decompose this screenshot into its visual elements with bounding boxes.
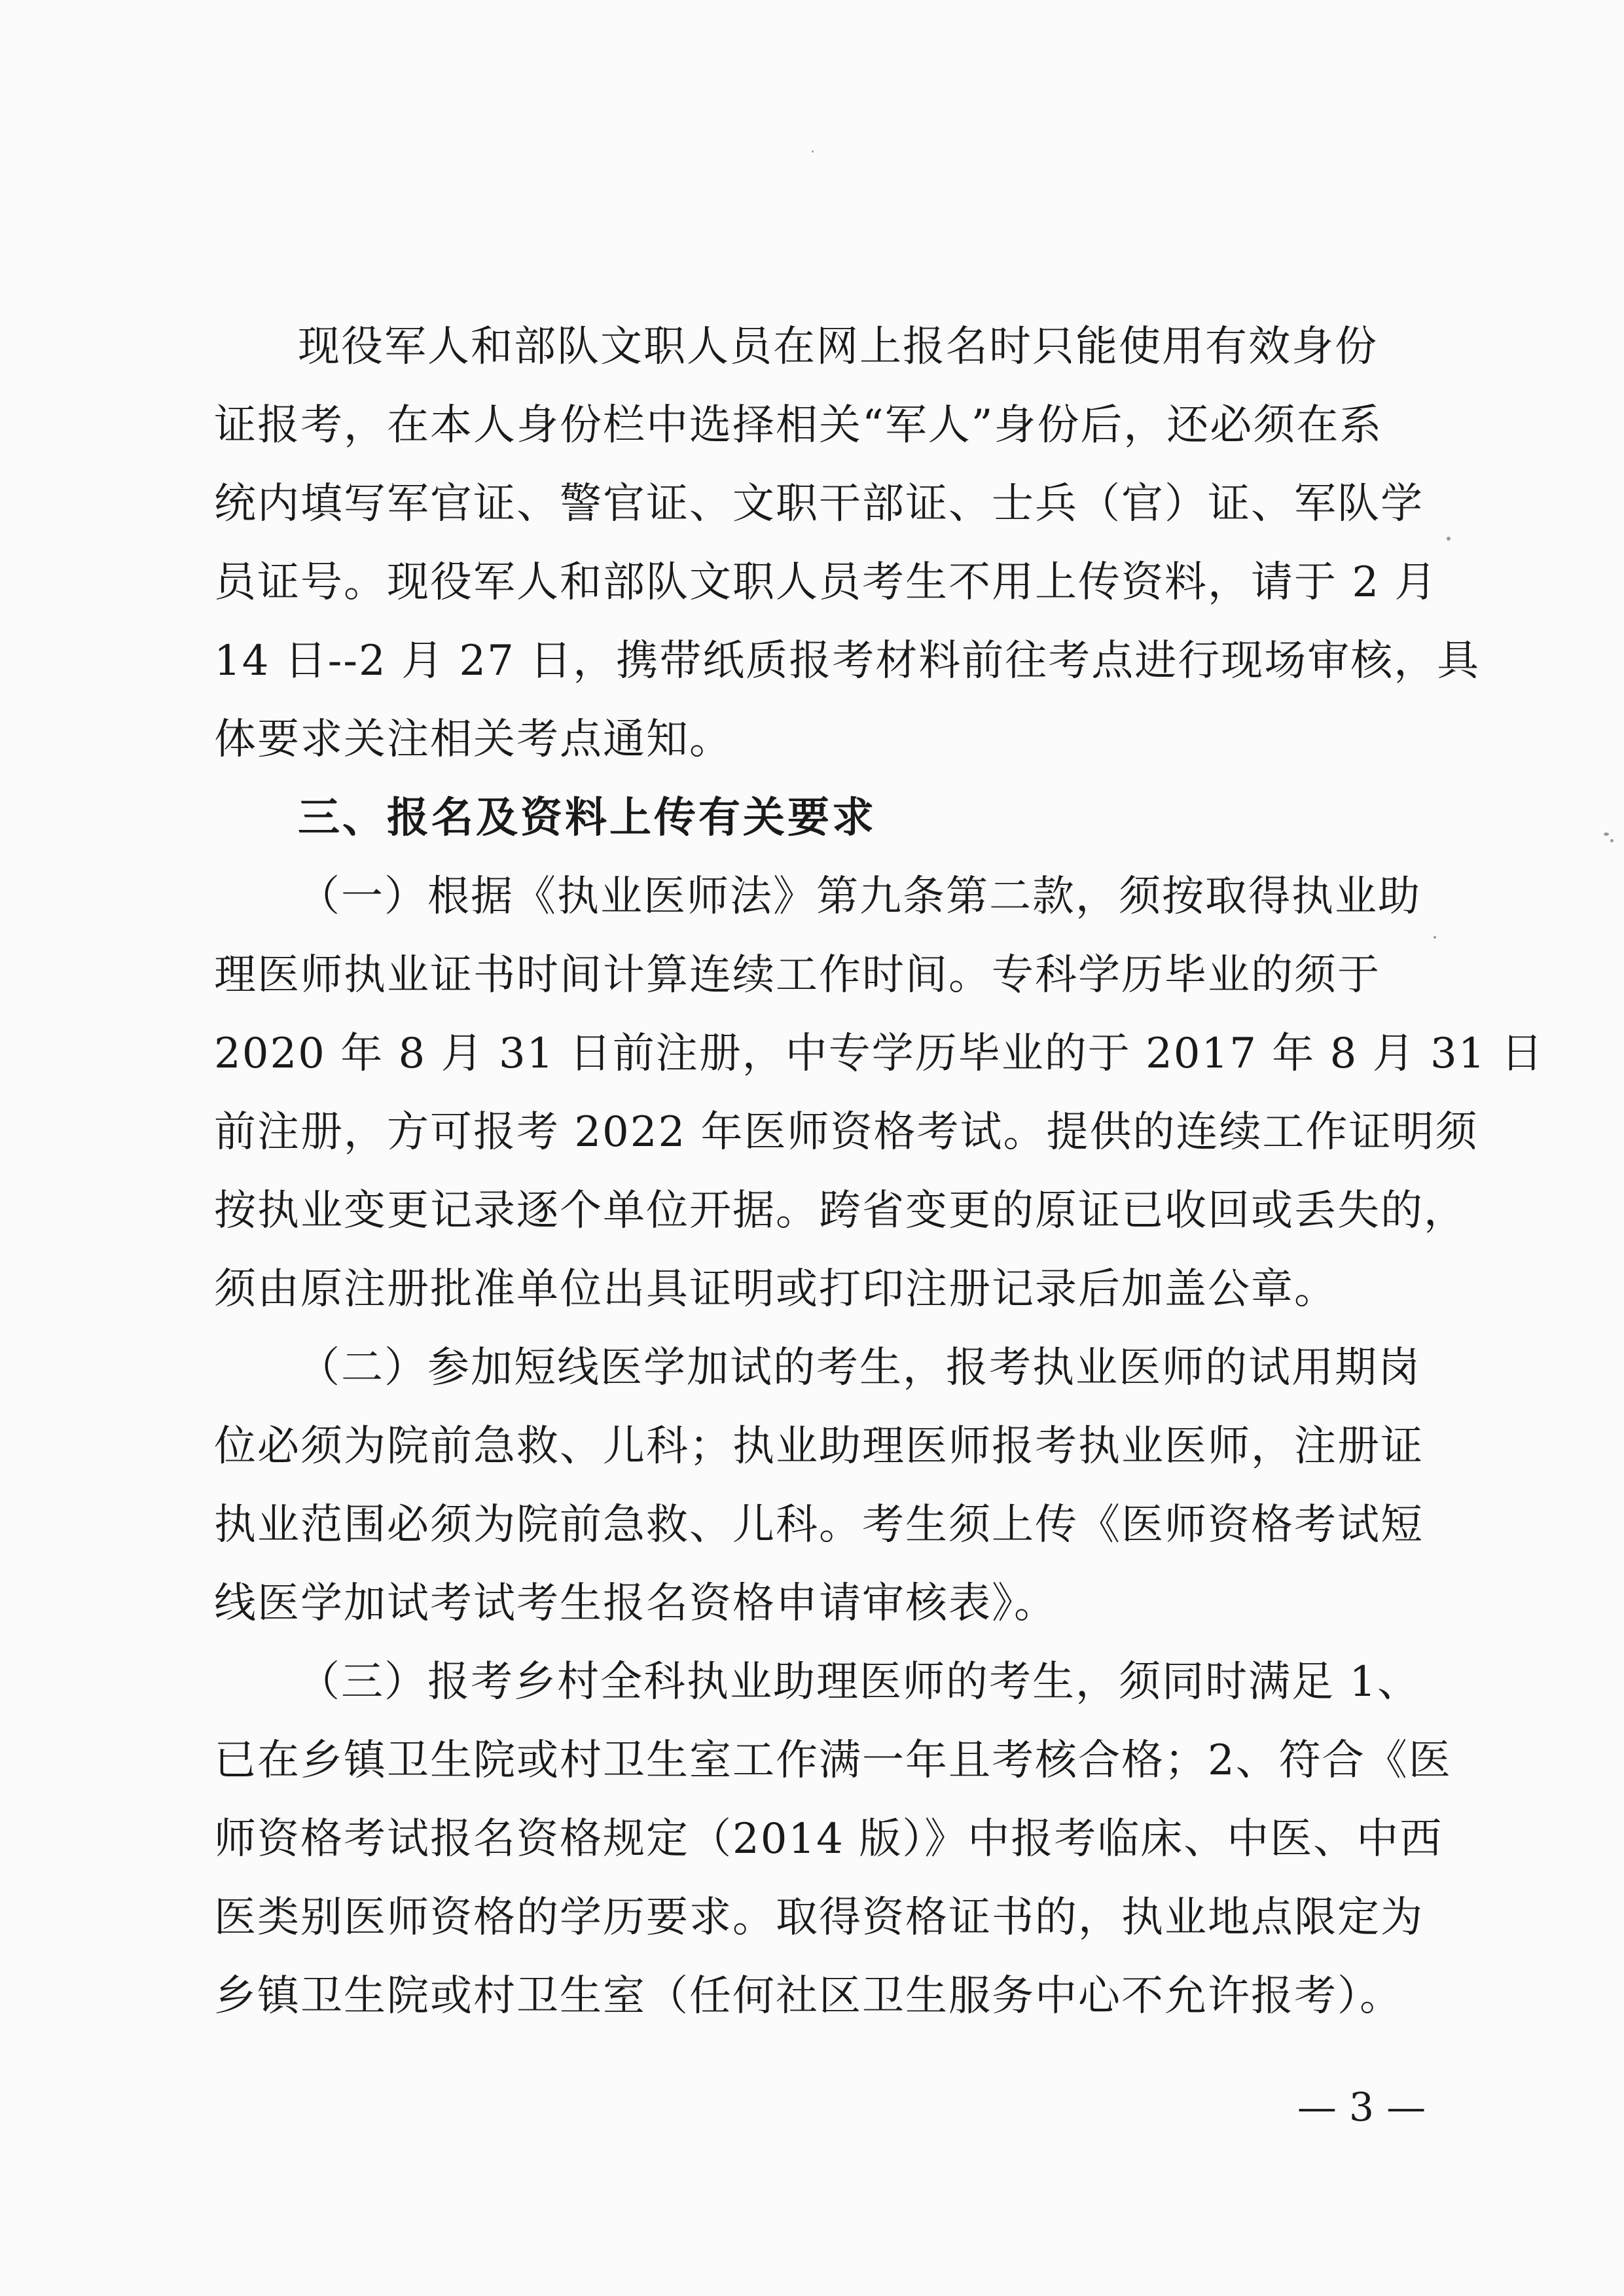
paragraph-line: 已在乡镇卫生院或村卫生室工作满一年且考核合格；2、符合《医 [214, 1736, 1452, 1785]
page-number: — 3 — [1297, 2085, 1426, 2130]
paragraph-line: 须由原注册批准单位出具证明或打印注册记录后加盖公章。 [214, 1265, 1337, 1314]
paragraph-line: 按执业变更记录逐个单位开据。跨省变更的原证已收回或丢失的， [214, 1187, 1467, 1235]
paragraph-line: 前注册，方可报考 2022 年医师资格考试。提供的连续工作证明须 [214, 1108, 1479, 1157]
paragraph-line: 线医学加试考试考生报名资格申请审核表》。 [214, 1579, 1057, 1628]
paragraph-line: （一）根据《执业医师法》第九条第二款，须按取得执业助 [298, 872, 1421, 921]
scan-speck [1604, 833, 1609, 836]
paragraph-line: 体要求关注相关考点通知。 [214, 715, 732, 764]
scan-speck [1434, 936, 1436, 939]
paragraph-line: 14 日--2 月 27 日，携带纸质报考材料前往考点进行现场审核，具 [214, 637, 1481, 685]
paragraph-line: 2020 年 8 月 31 日前注册，中专学历毕业的于 2017 年 8 月 31 日 [214, 1030, 1544, 1078]
paragraph-line: （二）参加短线医学加试的考生，报考执业医师的试用期岗 [298, 1344, 1421, 1392]
scan-speck [812, 151, 814, 152]
paragraph-line: 执业范围必须为院前急救、儿科。考生须上传《医师资格考试短 [214, 1501, 1424, 1549]
scan-speck [1447, 537, 1451, 541]
paragraph-line: 现役军人和部队文职人员在网上报名时只能使用有效身份 [298, 323, 1378, 371]
paragraph-line: 员证号。现役军人和部队文职人员考生不用上传资料，请于 2 月 [214, 558, 1438, 607]
scan-speck [1610, 839, 1614, 842]
paragraph-line: 证报考，在本人身份栏中选择相关“军人”身份后，还必须在系 [214, 401, 1383, 450]
paragraph-line: 位必须为院前急救、儿科；执业助理医师报考执业医师，注册证 [214, 1422, 1424, 1471]
paragraph-line: 统内填写军官证、警官证、文职干部证、士兵（官）证、军队学 [214, 480, 1424, 528]
paragraph-line: 理医师执业证书时间计算连续工作时间。专科学历毕业的须于 [214, 951, 1380, 999]
paragraph-line: 师资格考试报名资格规定（2014 版）》中报考临床、中医、中西 [214, 1815, 1443, 1863]
document-body [214, 308, 1544, 2036]
paragraph-line: 医类别医师资格的学历要求。取得资格证书的，执业地点限定为 [214, 1893, 1424, 1942]
paragraph-line: （三）报考乡村全科执业助理医师的考生，须同时满足 1、 [298, 1658, 1421, 1706]
paragraph-line: 乡镇卫生院或村卫生室（任何社区卫生服务中心不允许报考）。 [214, 1972, 1403, 2020]
section-heading: 三、报名及资料上传有关要求 [298, 794, 876, 842]
